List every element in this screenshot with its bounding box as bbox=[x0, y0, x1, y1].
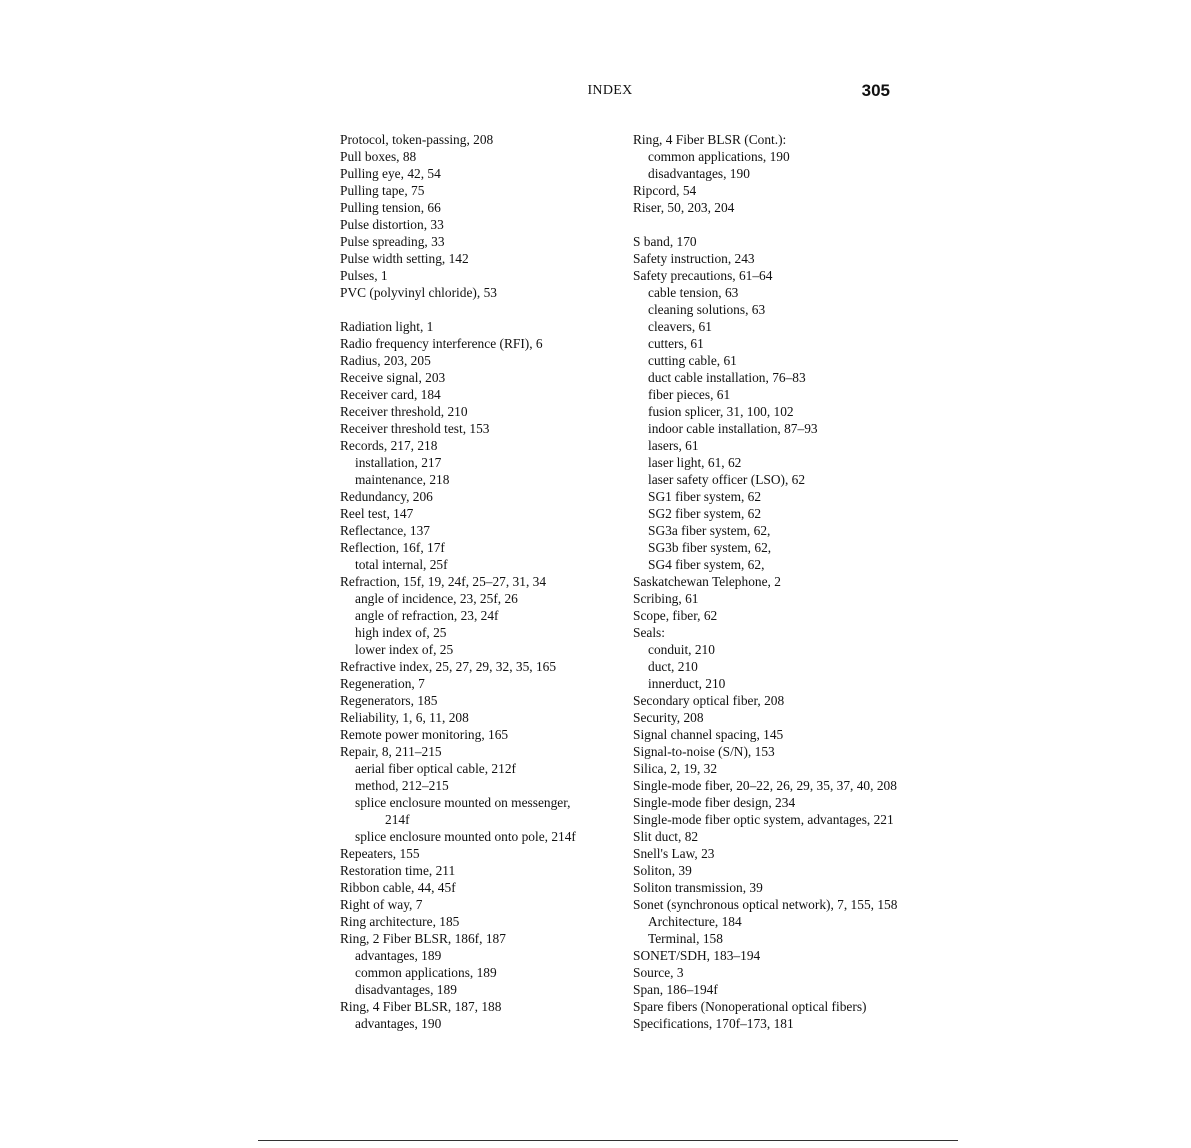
index-subentry: laser light, 61, 62 bbox=[648, 455, 742, 470]
index-entry: Seals: bbox=[633, 625, 665, 640]
index-subentry: aerial fiber optical cable, 212f bbox=[355, 761, 516, 776]
index-subentry: laser safety officer (LSO), 62 bbox=[648, 472, 806, 487]
index-entry: Ribbon cable, 44, 45f bbox=[340, 880, 456, 895]
index-subentry: lasers, 61 bbox=[648, 438, 699, 453]
index-entry: Reflection, 16f, 17f bbox=[340, 540, 445, 555]
index-entry: Soliton transmission, 39 bbox=[633, 880, 763, 895]
index-entry: Refraction, 15f, 19, 24f, 25–27, 31, 34 bbox=[340, 574, 547, 589]
index-subentry: advantages, 189 bbox=[355, 948, 442, 963]
index-entry: Silica, 2, 19, 32 bbox=[633, 761, 718, 776]
index-subentry: installation, 217 bbox=[355, 455, 442, 470]
index-entry: Ring, 4 Fiber BLSR (Cont.): bbox=[633, 132, 787, 147]
index-subentry: angle of incidence, 23, 25f, 26 bbox=[355, 591, 518, 606]
index-subentry: SG3a fiber system, 62, bbox=[648, 523, 771, 538]
index-entry: Single-mode fiber optic system, advantages, 221 bbox=[633, 812, 894, 827]
index-entry: Pulse width setting, 142 bbox=[340, 251, 469, 266]
index-entry: Pull boxes, 88 bbox=[340, 149, 417, 164]
index-entry: Slit duct, 82 bbox=[633, 829, 699, 844]
index-entry: Pulling eye, 42, 54 bbox=[340, 166, 441, 181]
index-entry: Reel test, 147 bbox=[340, 506, 414, 521]
index-subentry: disadvantages, 189 bbox=[355, 982, 457, 997]
index-entry: Single-mode fiber, 20–22, 26, 29, 35, 37, 40, 208 bbox=[633, 778, 897, 793]
index-subentry: method, 212–215 bbox=[355, 778, 449, 793]
index-entry: Safety precautions, 61–64 bbox=[633, 268, 773, 283]
index-entry: Ring, 4 Fiber BLSR, 187, 188 bbox=[340, 999, 502, 1014]
index-entry: Regeneration, 7 bbox=[340, 676, 425, 691]
index-entry: Remote power monitoring, 165 bbox=[340, 727, 509, 742]
index-entry: Radiation light, 1 bbox=[340, 319, 434, 334]
index-subentry: SG3b fiber system, 62, bbox=[648, 540, 772, 555]
index-subentry: Architecture, 184 bbox=[648, 914, 742, 929]
index-entry: Pulse spreading, 33 bbox=[340, 234, 445, 249]
index-entry: Span, 186–194f bbox=[633, 982, 718, 997]
index-entry: Right of way, 7 bbox=[340, 897, 423, 912]
index-subentry: common applications, 190 bbox=[648, 149, 790, 164]
index-subentry: maintenance, 218 bbox=[355, 472, 450, 487]
index-entry: Safety instruction, 243 bbox=[633, 251, 755, 266]
index-entry: Security, 208 bbox=[633, 710, 704, 725]
index-entry: Receiver card, 184 bbox=[340, 387, 441, 402]
index-subentry: conduit, 210 bbox=[648, 642, 715, 657]
index-entry: Source, 3 bbox=[633, 965, 684, 980]
section-gap bbox=[633, 216, 933, 233]
index-entry: Regenerators, 185 bbox=[340, 693, 438, 708]
index-entry: Saskatchewan Telephone, 2 bbox=[633, 574, 781, 589]
index-subentry: total internal, 25f bbox=[355, 557, 448, 572]
index-entry: PVC (polyvinyl chloride), 53 bbox=[340, 285, 497, 300]
index-entry: Secondary optical fiber, 208 bbox=[633, 693, 785, 708]
index-entry: Scope, fiber, 62 bbox=[633, 608, 718, 623]
index-entry: Sonet (synchronous optical network), 7, 155, 158 bbox=[633, 897, 898, 912]
index-entry: Radius, 203, 205 bbox=[340, 353, 431, 368]
index-entry: Receiver threshold, 210 bbox=[340, 404, 468, 419]
index-entry: Repeaters, 155 bbox=[340, 846, 420, 861]
index-subentry: SG4 fiber system, 62, bbox=[648, 557, 765, 572]
index-subentry: cutters, 61 bbox=[648, 336, 704, 351]
index-entry: Reliability, 1, 6, 11, 208 bbox=[340, 710, 469, 725]
index-entry: Pulling tape, 75 bbox=[340, 183, 425, 198]
index-subentry: cleaning solutions, 63 bbox=[648, 302, 766, 317]
index-entry: Pulse distortion, 33 bbox=[340, 217, 444, 232]
index-entry: Refractive index, 25, 27, 29, 32, 35, 165 bbox=[340, 659, 557, 674]
index-subentry: advantages, 190 bbox=[355, 1016, 442, 1031]
index-entry: Signal-to-noise (S/N), 153 bbox=[633, 744, 775, 759]
index-entry: Reflectance, 137 bbox=[340, 523, 430, 538]
index-entry: Pulling tension, 66 bbox=[340, 200, 441, 215]
index-entry: Scribing, 61 bbox=[633, 591, 699, 606]
index-entry: Signal channel spacing, 145 bbox=[633, 727, 784, 742]
index-entry: Redundancy, 206 bbox=[340, 489, 433, 504]
index-entry: Records, 217, 218 bbox=[340, 438, 438, 453]
index-entry: SONET/SDH, 183–194 bbox=[633, 948, 761, 963]
index-subentry: indoor cable installation, 87–93 bbox=[648, 421, 818, 436]
index-subentry: angle of refraction, 23, 24f bbox=[355, 608, 499, 623]
index-subentry: 214f bbox=[385, 812, 410, 827]
index-column-right bbox=[633, 131, 933, 1032]
index-subentry: splice enclosure mounted on messenger, bbox=[355, 795, 571, 810]
index-subentry: splice enclosure mounted onto pole, 214f bbox=[355, 829, 576, 844]
index-subentry: disadvantages, 190 bbox=[648, 166, 750, 181]
running-header: INDEX bbox=[587, 83, 633, 98]
index-subentry: fiber pieces, 61 bbox=[648, 387, 731, 402]
index-subentry: cleavers, 61 bbox=[648, 319, 712, 334]
index-entry: Pulses, 1 bbox=[340, 268, 388, 283]
index-entry: Ring architecture, 185 bbox=[340, 914, 460, 929]
index-subentry: SG1 fiber system, 62 bbox=[648, 489, 762, 504]
footer-rule bbox=[258, 1140, 958, 1141]
index-subentry: common applications, 189 bbox=[355, 965, 497, 980]
index-entry: Ring, 2 Fiber BLSR, 186f, 187 bbox=[340, 931, 506, 946]
page-number: 305 bbox=[861, 81, 890, 100]
index-entry: Single-mode fiber design, 234 bbox=[633, 795, 796, 810]
index-entry: Specifications, 170f–173, 181 bbox=[633, 1016, 794, 1031]
index-subentry: cutting cable, 61 bbox=[648, 353, 737, 368]
index-entry: Soliton, 39 bbox=[633, 863, 692, 878]
index-subentry: SG2 fiber system, 62 bbox=[648, 506, 762, 521]
index-subentry: duct cable installation, 76–83 bbox=[648, 370, 806, 385]
index-entry: Snell's Law, 23 bbox=[633, 846, 715, 861]
index-entry: Repair, 8, 211–215 bbox=[340, 744, 442, 759]
index-subentry: duct, 210 bbox=[648, 659, 698, 674]
index-entry: Radio frequency interference (RFI), 6 bbox=[340, 336, 543, 351]
index-entry: Spare fibers (Nonoperational optical fibers) bbox=[633, 999, 867, 1014]
index-column-left bbox=[340, 131, 610, 1032]
index-subentry: lower index of, 25 bbox=[355, 642, 454, 657]
index-subentry: cable tension, 63 bbox=[648, 285, 739, 300]
index-entry: Receiver threshold test, 153 bbox=[340, 421, 490, 436]
section-gap bbox=[340, 301, 610, 318]
index-subentry: high index of, 25 bbox=[355, 625, 447, 640]
index-subentry: fusion splicer, 31, 100, 102 bbox=[648, 404, 794, 419]
index-entry: Protocol, token-passing, 208 bbox=[340, 132, 494, 147]
index-subentry: innerduct, 210 bbox=[648, 676, 726, 691]
index-entry: S band, 170 bbox=[633, 234, 697, 249]
index-subentry: Terminal, 158 bbox=[648, 931, 723, 946]
index-entry: Restoration time, 211 bbox=[340, 863, 456, 878]
index-entry: Ripcord, 54 bbox=[633, 183, 697, 198]
index-entry: Receive signal, 203 bbox=[340, 370, 446, 385]
index-entry: Riser, 50, 203, 204 bbox=[633, 200, 735, 215]
